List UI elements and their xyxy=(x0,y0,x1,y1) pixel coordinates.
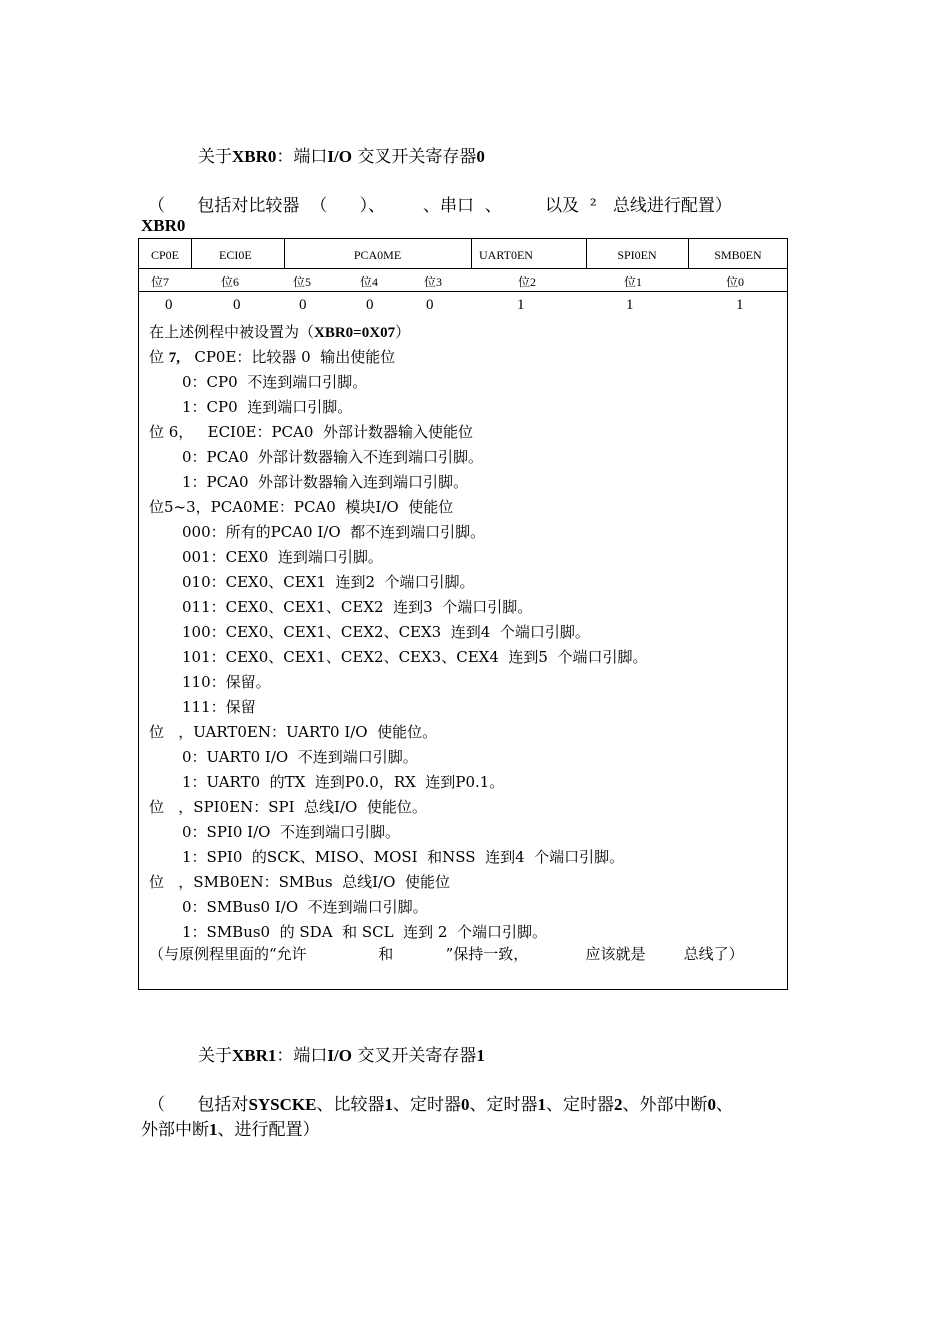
row-divider xyxy=(139,291,787,292)
xbr1-config-description-line1 xyxy=(148,1090,733,1115)
reset-value-bit0: 1 xyxy=(736,297,744,313)
desc-bit7-title xyxy=(149,346,395,367)
desc-line: 110：保留。 xyxy=(182,673,271,691)
heading-text: ：端口 xyxy=(276,147,328,167)
xbr1-config-description-line2 xyxy=(141,1115,320,1140)
desc-text: 、外部中断 xyxy=(622,1095,708,1115)
desc-bold: 1 xyxy=(537,1095,546,1114)
desc-bit0-title: 位 ，SMB0EN：SMBus 总线I/O 使能位 xyxy=(149,873,450,891)
desc-text: CP0E：比较器 0 输出使能位 xyxy=(180,348,396,366)
desc-bold: 1 xyxy=(384,1095,393,1114)
desc-text: 、比较器 xyxy=(316,1095,385,1115)
desc-line: 100：CEX0、CEX1、CEX2、CEX3 连到4 个端口引脚。 xyxy=(182,623,590,641)
desc-line: 1：SPI0 的SCK、MISO、MOSI 和NSS 连到4 个端口引脚。 xyxy=(182,848,625,866)
desc-line: 0：UART0 I/O 不连到端口引脚。 xyxy=(182,748,418,766)
heading-io: I/O xyxy=(327,1046,352,1065)
desc-text: 位 xyxy=(149,348,169,366)
xbr0-register-table xyxy=(138,238,788,990)
heading-text: 关于 xyxy=(198,1046,232,1066)
desc-line: 101：CEX0、CEX1、CEX2、CEX3、CEX4 连到5 个端口引脚。 xyxy=(182,648,648,666)
desc-line: 011：CEX0、CEX1、CEX2 连到3 个端口引脚。 xyxy=(182,598,533,616)
desc-text: ） xyxy=(395,323,411,341)
column-divider xyxy=(191,239,192,268)
desc-note: （与原例程里面的“允许 和 ”保持一致， 应该就是 总线了） xyxy=(149,945,744,963)
column-divider xyxy=(471,239,472,268)
desc-line: 001：CEX0 连到端口引脚。 xyxy=(182,548,383,566)
heading-text: ：端口 xyxy=(276,1046,328,1066)
desc-text: 、定时器 xyxy=(392,1095,461,1115)
heading-number: 0 xyxy=(476,147,485,166)
field-cp0e: CP0E xyxy=(150,248,179,262)
bit-label-1: 位1 xyxy=(624,275,643,289)
desc-bit1-title: 位 ，SPI0EN：SPI 总线I/O 使能位。 xyxy=(149,798,427,816)
desc-bold: SYSCKE xyxy=(248,1095,317,1114)
desc-bold: 2 xyxy=(613,1095,623,1114)
desc-line: 010：CEX0、CEX1 连到2 个端口引脚。 xyxy=(182,573,475,591)
field-eci0e: ECI0E xyxy=(219,248,252,262)
desc-line: 000：所有的PCA0 I/O 都不连到端口引脚。 xyxy=(182,523,486,541)
desc-text: 、定时器 xyxy=(469,1095,538,1115)
xbr1-section-heading xyxy=(198,1041,485,1066)
desc-text: 在上述例程中被设置为（ xyxy=(149,323,315,341)
row-divider xyxy=(139,268,787,269)
desc-line: 0：SPI0 I/O 不连到端口引脚。 xyxy=(182,823,400,841)
desc-line: 111：保留 xyxy=(182,698,256,716)
field-uart0en: UART0EN xyxy=(479,248,533,262)
desc-bit6-title: 位 6， ECI0E：PCA0 外部计数器输入使能位 xyxy=(149,423,473,441)
desc-line: 0：CP0 不连到端口引脚。 xyxy=(182,373,368,391)
desc-setting-line xyxy=(149,321,410,342)
reset-value-bit2: 1 xyxy=(517,297,525,313)
xbr0-section-heading xyxy=(198,142,485,167)
bit-label-6: 位6 xyxy=(221,275,240,289)
desc-line: 0：SMBus0 I/O 不连到端口引脚。 xyxy=(182,898,428,916)
desc-text: 、进行配置） xyxy=(217,1120,320,1140)
desc-text: 外部中断 xyxy=(141,1120,209,1140)
bit-label-0: 位0 xyxy=(726,275,745,289)
desc-line: 1：PCA0 外部计数器输入连到端口引脚。 xyxy=(182,473,469,491)
reset-value-bit5: 0 xyxy=(299,297,307,313)
desc-line: 1：CP0 连到端口引脚。 xyxy=(182,398,353,416)
bit-label-2: 位2 xyxy=(518,275,537,289)
heading-text: 交叉开关寄存器 xyxy=(351,147,477,167)
field-pca0me: PCA0ME xyxy=(353,248,402,262)
bit-label-5: 位5 xyxy=(293,275,312,289)
heading-text: 交叉开关寄存器 xyxy=(351,1046,477,1066)
desc-bit-number: 7, xyxy=(168,350,181,366)
field-smb0en: SMB0EN xyxy=(714,248,762,262)
heading-register-name: XBR1 xyxy=(232,1046,277,1065)
register-label: XBR0 xyxy=(141,216,186,235)
bit-label-3: 位3 xyxy=(424,275,443,289)
desc-text: 、定时器 xyxy=(545,1095,614,1115)
heading-io: I/O xyxy=(327,147,352,166)
heading-text: 关于 xyxy=(198,147,232,167)
desc-setting-value: XBR0=0X07 xyxy=(314,325,396,341)
desc-line: 1：SMBus0 的 SDA 和 SCL 连到 2 个端口引脚。 xyxy=(182,923,547,941)
desc-line: 1：UART0 的TX 连到P0.0，RX 连到P0.1。 xyxy=(182,773,505,791)
field-spi0en: SPI0EN xyxy=(617,248,657,262)
bit-label-4: 位4 xyxy=(360,275,379,289)
heading-number: 1 xyxy=(476,1046,485,1065)
desc-line: 0：PCA0 外部计数器输入不连到端口引脚。 xyxy=(182,448,484,466)
desc-bold: 1 xyxy=(209,1120,218,1139)
desc-bit5-3-title: 位5~3，PCA0ME：PCA0 模块I/O 使能位 xyxy=(149,498,454,516)
heading-register-name: XBR0 xyxy=(232,147,277,166)
desc-bold: 0 xyxy=(707,1095,716,1114)
desc-bit2-title: 位 ，UART0EN：UART0 I/O 使能位。 xyxy=(149,723,438,741)
reset-value-bit1: 1 xyxy=(626,297,634,313)
xbr0-config-description: （ 包括对比较器 （ ）、 、串口 、 以及 ² 总线进行配置） xyxy=(148,196,732,216)
desc-text: 、 xyxy=(715,1095,733,1115)
reset-value-bit3: 0 xyxy=(426,297,434,313)
reset-value-bit6: 0 xyxy=(233,297,241,313)
desc-text: （ 包括对 xyxy=(148,1095,249,1115)
desc-bold: 0 xyxy=(460,1095,470,1114)
reset-value-bit7: 0 xyxy=(165,297,173,313)
bit-label-7: 位7 xyxy=(151,275,170,289)
reset-value-bit4: 0 xyxy=(366,297,374,313)
